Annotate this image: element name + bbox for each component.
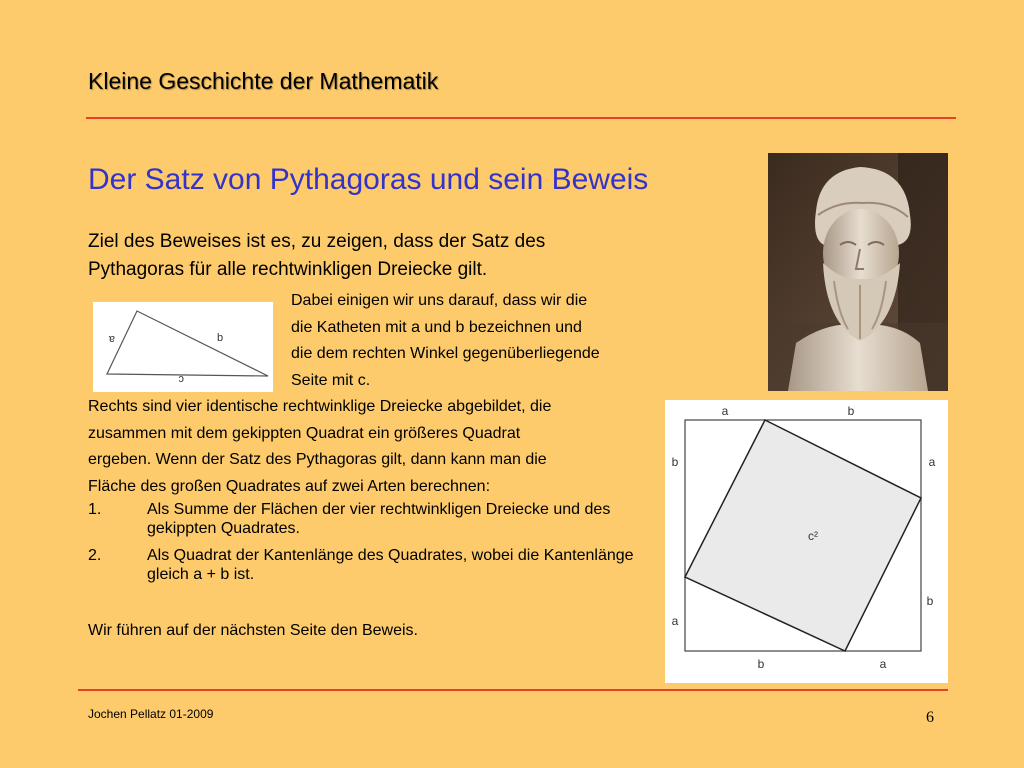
square-proof-drawing bbox=[665, 400, 948, 683]
page-number: 6 bbox=[926, 709, 934, 726]
square-label-center: c² bbox=[808, 529, 818, 543]
bottom-divider bbox=[78, 689, 948, 691]
assumption-paragraph bbox=[291, 288, 691, 394]
assumption-line: die Katheten mit a und b bezeichnen und bbox=[291, 318, 582, 336]
list-item-text: Als Quadrat der Kantenlänge des Quadrates, wobei die Kantenlänge gleich a + b ist. bbox=[147, 547, 634, 583]
list-item-number: 1. bbox=[88, 501, 102, 518]
right-triangle-figure bbox=[93, 302, 273, 392]
explanation-line: zusammen mit dem gekippten Quadrat ein größeres Quadrat bbox=[88, 424, 521, 442]
square-label-top-b: b bbox=[847, 404, 855, 418]
explanation-line: Fläche des großen Quadrates auf zwei Arten berechnen: bbox=[88, 477, 491, 495]
triangle-label-b: b bbox=[217, 332, 224, 344]
assumption-line: Dabei einigen wir uns darauf, dass wir die bbox=[291, 292, 588, 309]
intro-line: Ziel des Beweises ist es, zu zeigen, dass der Satz des bbox=[88, 231, 546, 252]
square-label-left-b: b bbox=[671, 455, 679, 469]
square-label-right-a: a bbox=[928, 455, 936, 469]
intro-paragraph bbox=[88, 228, 688, 284]
calculation-steps-list bbox=[88, 500, 668, 592]
explanation-line: Rechts sind vier identische rechtwinklige Dreiecke abgebildet, die bbox=[88, 398, 552, 415]
slide-heading: Der Satz von Pythagoras und sein Beweis bbox=[88, 163, 649, 196]
square-label-right-b: b bbox=[926, 594, 934, 608]
square-label-top-a: a bbox=[721, 404, 729, 418]
assumption-line: Seite mit c. bbox=[291, 371, 371, 389]
top-divider bbox=[86, 117, 956, 119]
intro-line: Pythagoras für alle rechtwinkligen Dreiecke gilt. bbox=[88, 259, 488, 280]
closing-sentence: Wir führen auf der nächsten Seite den Beweis. bbox=[88, 622, 418, 639]
pythagoras-bust-image bbox=[768, 153, 948, 391]
assumption-line: die dem rechten Winkel gegenüberliegende bbox=[291, 345, 600, 362]
triangle-label-c: c bbox=[178, 373, 184, 385]
list-item bbox=[88, 500, 668, 538]
list-item-number: 2. bbox=[88, 547, 102, 564]
right-triangle-drawing bbox=[93, 302, 273, 392]
pythagoras-bust-picture bbox=[768, 153, 948, 391]
footer-author: Jochen Pellatz 01-2009 bbox=[88, 707, 214, 721]
list-item-text: Als Summe der Flächen der vier rechtwinkligen Dreiecke und des gekippten Quadrates. bbox=[147, 501, 611, 537]
explanation-paragraph bbox=[88, 394, 668, 500]
explanation-line: ergeben. Wenn der Satz des Pythagoras gilt, dann kann man die bbox=[88, 451, 547, 468]
pythagoras-square-figure bbox=[665, 400, 948, 683]
square-label-left-a: a bbox=[671, 614, 679, 628]
list-item bbox=[88, 546, 668, 584]
square-label-bottom-b: b bbox=[757, 657, 765, 671]
presentation-title: Kleine Geschichte der Mathematik bbox=[88, 68, 439, 94]
square-label-bottom-a: a bbox=[879, 657, 887, 671]
triangle-label-a: a bbox=[108, 333, 115, 345]
